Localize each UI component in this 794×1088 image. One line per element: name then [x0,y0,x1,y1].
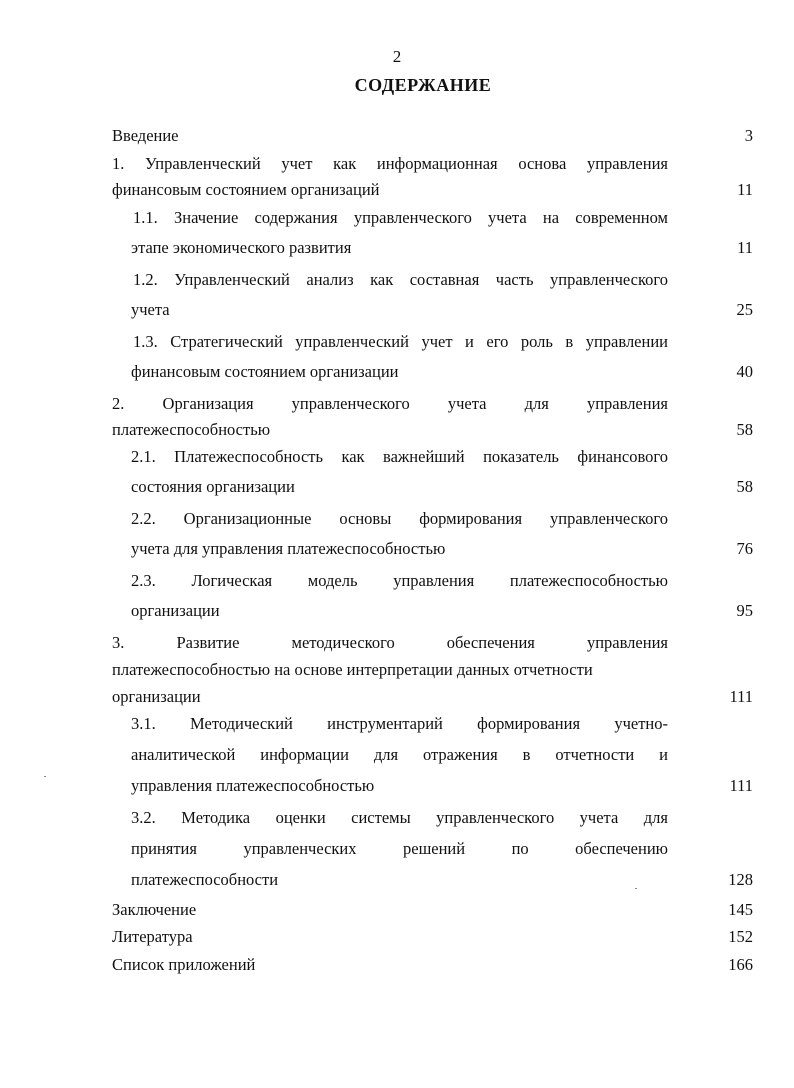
toc-page-section-2-3: 95 [736,601,753,620]
toc-section-3-2-line1: 3.2. Методика оценки системы управленческого учета для [131,808,668,827]
toc-page-literature: 152 [728,927,753,946]
toc-section-3-1-line2: аналитической информации для отражения в отчетности и [131,745,668,764]
toc-page-section-2-2: 76 [736,539,753,558]
toc-page-conclusion: 145 [728,900,753,919]
toc-entry-conclusion: Заключение [112,900,197,919]
toc-section-3-1-line1: 3.1. Методический инструментарий формирования учетно- [131,714,668,733]
toc-page-section-1-2: 25 [736,300,753,319]
toc-page-section-3-2: 128 [728,870,753,889]
toc-section-3-2-line3: платежеспособности [131,870,279,889]
toc-chapter-1-line1: 1. Управленческий учет как информационная основа управления [112,154,668,173]
toc-chapter-3-line3: организации [112,687,201,706]
scan-speck [635,888,637,889]
toc-section-2-2-line2: учета для управления платежеспособностью [131,539,446,558]
toc-chapter-3-line1: 3. Развитие методического обеспечения управления [112,633,668,652]
toc-section-2-3-line2: организации [131,601,220,620]
toc-page-intro: 3 [744,126,753,145]
toc-section-2-3-line1: 2.3. Логическая модель управления платежеспособностью [131,571,668,590]
toc-section-2-1-line1: 2.1. Платежеспособность как важнейший показатель финансового [131,447,668,466]
toc-page-chapter-3: 111 [729,687,753,706]
toc-page-section-1-1: 11 [737,238,753,257]
toc-page-chapter-1: 11 [737,180,753,199]
toc-entry-appendices: Список приложений [112,955,256,974]
toc-section-1-2-line2: учета [131,300,170,319]
toc-page-chapter-2: 58 [736,420,753,439]
toc-page-section-2-1: 58 [736,477,753,496]
toc-chapter-3-line2: платежеспособностью на основе интерпретации данных отчетности [112,660,593,679]
page-number: 2 [392,47,402,66]
toc-page-section-3-1: 111 [729,776,753,795]
toc-section-1-1-line2: этапе экономического развития [131,238,352,257]
toc-section-1-3-line1: 1.3. Стратегический управленческий учет и его роль в управлении [133,332,668,351]
toc-section-1-1-line1: 1.1. Значение содержания управленческого учета на современном [133,208,668,227]
toc-chapter-1-line2: финансовым состоянием организаций [112,180,380,199]
toc-section-3-2-line2: принятия управленческих решений по обеспечению [131,839,668,858]
toc-page-section-1-3: 40 [736,362,753,381]
toc-chapter-2-line1: 2. Организация управленческого учета для управления [112,394,668,413]
toc-section-1-2-line1: 1.2. Управленческий анализ как составная часть управленческого [133,270,668,289]
scan-speck [44,776,46,777]
toc-entry-literature: Литература [112,927,193,946]
toc-section-2-1-line2: состояния организации [131,477,295,496]
toc-chapter-2-line2: платежеспособностью [112,420,271,439]
page-title: СОДЕРЖАНИЕ [354,75,492,95]
toc-section-1-3-line2: финансовым состоянием организации [131,362,399,381]
toc-section-3-1-line3: управления платежеспособностью [131,776,375,795]
toc-page-appendices: 166 [728,955,753,974]
toc-entry-intro: Введение [112,126,179,145]
toc-section-2-2-line1: 2.2. Организационные основы формирования управленческого [131,509,668,528]
